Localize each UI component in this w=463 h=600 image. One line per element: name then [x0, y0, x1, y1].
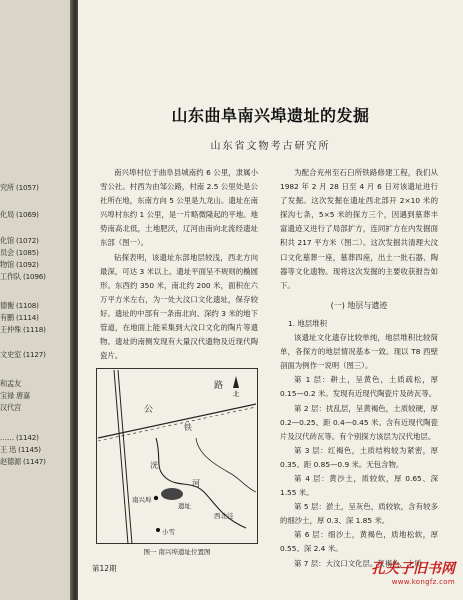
toc-line: 和孟友 [0, 379, 21, 388]
layer-item: 第 7 层：大汶口文化层。灰褐色，土质 [294, 558, 422, 568]
article-page [78, 0, 463, 600]
toc-line: 化馆 (1072) [0, 236, 39, 245]
toc-line: 物馆 (1092) [0, 260, 39, 269]
watermark-title: 孔夫子旧书网 [371, 561, 455, 577]
town-label: 小雪 [162, 528, 175, 536]
river-line [196, 438, 256, 492]
article-title: 山东曲阜南兴埠遗址的发掘 [171, 106, 370, 125]
toc-line: 员会 (1085) [0, 248, 39, 257]
book-spine [70, 0, 78, 600]
town-marker [156, 528, 160, 532]
toc-line: 赵德源 (1147) [0, 457, 46, 466]
toc-line: 王 迅 (1145) [0, 445, 41, 454]
section-heading: (一) 地层与遗迹 [330, 300, 388, 310]
layer-item: 第 6 层：细沙土，黄褐色，质地松软，厚 0.55、深 2.4 米。 [280, 530, 438, 554]
facing-page-toc [0, 0, 70, 600]
toc-line: 究所 (1057) [0, 183, 39, 192]
toc-line: …… (1142) [0, 433, 39, 442]
toc-line: 汉代宫 [0, 403, 21, 412]
highway-line [118, 370, 132, 544]
toc-line: 宝禄 唐嘉 [0, 391, 31, 400]
toc-line: 有鹏 (1114) [0, 313, 39, 322]
road-label: 公 [144, 405, 154, 415]
highway-line [114, 370, 128, 544]
watermark [335, 558, 455, 586]
north-arrow-icon [233, 376, 239, 388]
left-column [100, 166, 258, 363]
location-map [96, 368, 258, 544]
toc-line: 王仲殊 (1118) [0, 325, 46, 334]
layer-item: 第 5 层：淤土，呈灰色，质较软，含有较多的细沙土，厚 0.3、深 1.85 米。 [280, 502, 438, 526]
layer-item: 第 1 层：耕土，呈黄色，土质疏松，厚 0.15—0.2 米。发现有近现代陶瓷片及砖瓦等。 [280, 375, 438, 399]
village-label: 南兴埠 [132, 496, 152, 504]
layer-item: 第 3 层：红褐色，土质结构较为紧密，厚 0.35、距 0.85—0.9 米。无包含物。 [280, 445, 438, 469]
layer-item: 第 2 层：扰乱层，呈黄褐色，土质较硬，厚 0.2—0.25、距 0.4—0.45 米。含有近现代陶瓷片及汉代砖瓦等。有个别探方该层为汉代地层。 [280, 403, 438, 441]
paragraph: 为配合兖州至石臼所铁路修建工程，我们从 1982 年 2 月 28 日至 4 月 6 日对该遗址进行了发掘。这次发掘在遗址西北部开 2×10 米的探沟七条，5×5 米的探方三个，因遇到墓葬丰富遗迹又进行了局部扩方，连同扩方在内发掘面积共 217 平方米（图二）。这次发掘共清理大汶口文化墓葬一座，墓葬四座，出土一批石器、陶器等文化遗物。现将这次发掘的主要收获报告如下。 [280, 168, 438, 290]
site-marker [161, 488, 183, 500]
article-author: 山东省文物考古研究所 [210, 141, 331, 152]
railway-label: 铁 [184, 423, 192, 432]
toc-line: 工作队 (1096) [0, 272, 46, 281]
xibeiwa-label: 西北洼 [214, 512, 234, 520]
page-number: 第12期 [92, 564, 117, 573]
paragraph: 钻探表明，该遗址东部地层较浅，西北方向最深，可达 3 米以上。遗址平面呈不规则的椭圆形。东西约 350 米，南北约 200 米，面积在六万平方米左右，为一处大汶口文化遗址，保存较好。遗址的中部有一条南北向、深约 3 米的地下管道，在地面上能采集到大汶口文化的陶片等遗物。遗址的南侧发现有大量汉代遗物及近现代陶瓷片。 [100, 252, 258, 361]
road-label-2: 路 [214, 381, 224, 391]
toc-line: 化局 (1069) [0, 210, 39, 219]
toc-line: 德衡 (1108) [0, 301, 39, 310]
watermark-url: www.kongfz.com [391, 578, 455, 586]
river-label: 洸 [150, 461, 158, 470]
right-column [280, 166, 438, 571]
paragraph: 该遗址文化遗存比较单纯，地层堆积比较简单，各探方的地层情况基本一致。现以 T8 西壁剖面为例作一说明（图三）。 [280, 333, 438, 371]
river-label-2: 河 [192, 479, 200, 488]
village-marker [154, 496, 158, 500]
layer-item: 第 4 层：黄沙土，质较软，厚 0.65、深 1.55 米。 [280, 473, 438, 498]
map-caption: 图一 南兴埠遗址位置图 [143, 548, 211, 556]
subsection-heading: 1. 地层堆积 [288, 318, 327, 328]
toc-line: 文史室 (1127) [0, 350, 46, 359]
site-label: 遗址 [178, 502, 191, 510]
paragraph: 南兴埠村位于曲阜县城南约 6 公里，隶属小雪公社。村西为由邹公路，村南 2.5 公里处是公社所在地，东南方向 5 公里是九龙山。遗址在南兴埠村东约 1 公里，是一片略微隆起的平地。地势南高北低，土地肥沃，辽河由南向北流经遗址东部（图一）。 [100, 168, 258, 248]
north-label: 北 [232, 390, 240, 398]
